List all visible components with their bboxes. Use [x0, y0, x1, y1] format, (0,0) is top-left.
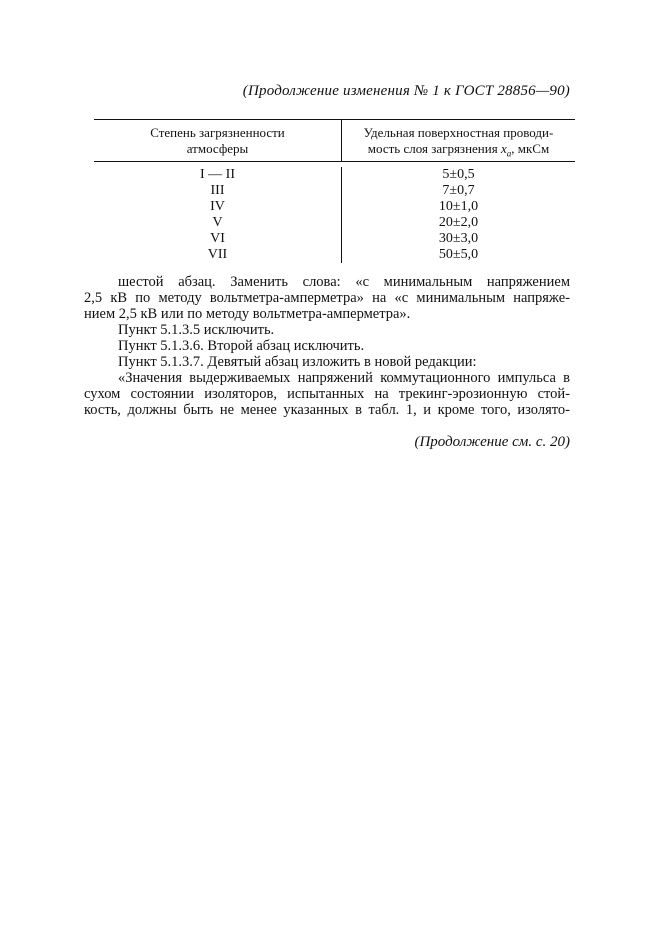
continuation-header: (Продолжение изменения № 1 к ГОСТ 28856—90) — [242, 83, 570, 99]
paragraph-line: кость, должны быть не менее указанных в табл. 1, и кроме того, изолято- — [84, 402, 570, 418]
table-cell-degree: V — [212, 215, 223, 230]
header-pollution-degree-line2: атмосферы — [186, 141, 249, 156]
header-pollution-degree-line1: Степень загрязненности — [150, 125, 285, 140]
paragraph-line: 2,5 кВ по методу вольтметра-амперметра» на «с минимальным напряже- — [84, 290, 570, 306]
paragraph-line: Пункт 5.1.3.6. Второй абзац исключить. — [118, 338, 365, 354]
table-cell-value: 5±0,5 — [442, 167, 475, 182]
table-cell-degree: VII — [207, 247, 228, 262]
paragraph-line: Пункт 5.1.3.7. Девятый абзац изложить в новой редакции: — [118, 354, 477, 370]
table-cell-value: 10±1,0 — [438, 199, 479, 214]
table-cell-degree: III — [210, 183, 225, 198]
header-conductivity-line1: Удельная поверхностная проводи- — [363, 125, 554, 140]
table-cell-value: 20±2,0 — [438, 215, 479, 230]
header-conductivity-variable: x — [500, 141, 507, 156]
paragraph-line: шестой абзац. Заменить слова: «с минимальным напряжением — [118, 274, 570, 290]
header-pollution-degree — [94, 120, 341, 161]
continuation-footer: (Продолжение см. с. 20) — [414, 434, 570, 450]
table-cell-value: 7±0,7 — [442, 183, 475, 198]
table-cell-value: 30±3,0 — [438, 231, 479, 246]
header-conductivity-line2 — [342, 141, 575, 162]
paragraph-line: Пункт 5.1.3.5 исключить. — [118, 322, 275, 338]
header-conductivity-unit: , мкСм — [511, 141, 550, 156]
table-cell-degree: IV — [210, 199, 225, 214]
amendment-text — [84, 274, 570, 418]
table-cell-degree: VI — [210, 231, 225, 246]
table-body — [94, 162, 575, 263]
conductivity-column — [341, 167, 575, 263]
degree-column — [94, 167, 341, 263]
table-header-row — [94, 120, 575, 161]
header-conductivity — [341, 120, 575, 161]
paragraph-line: «Значения выдерживаемых напряжений коммутационного импульса в — [118, 370, 570, 386]
paragraph-line: сухом состоянии изоляторов, испытанных на трекинг-эрозионную стой- — [84, 386, 570, 402]
table-cell-degree: I — II — [200, 167, 235, 182]
header-conductivity-subscript: a — [506, 148, 512, 159]
header-conductivity-text: мость слоя загрязнения — [367, 141, 501, 156]
table-cell-value: 50±5,0 — [438, 247, 479, 262]
paragraph-line: нием 2,5 кВ или по методу вольтметра-амперметра». — [84, 306, 411, 322]
pollution-table — [94, 119, 575, 263]
